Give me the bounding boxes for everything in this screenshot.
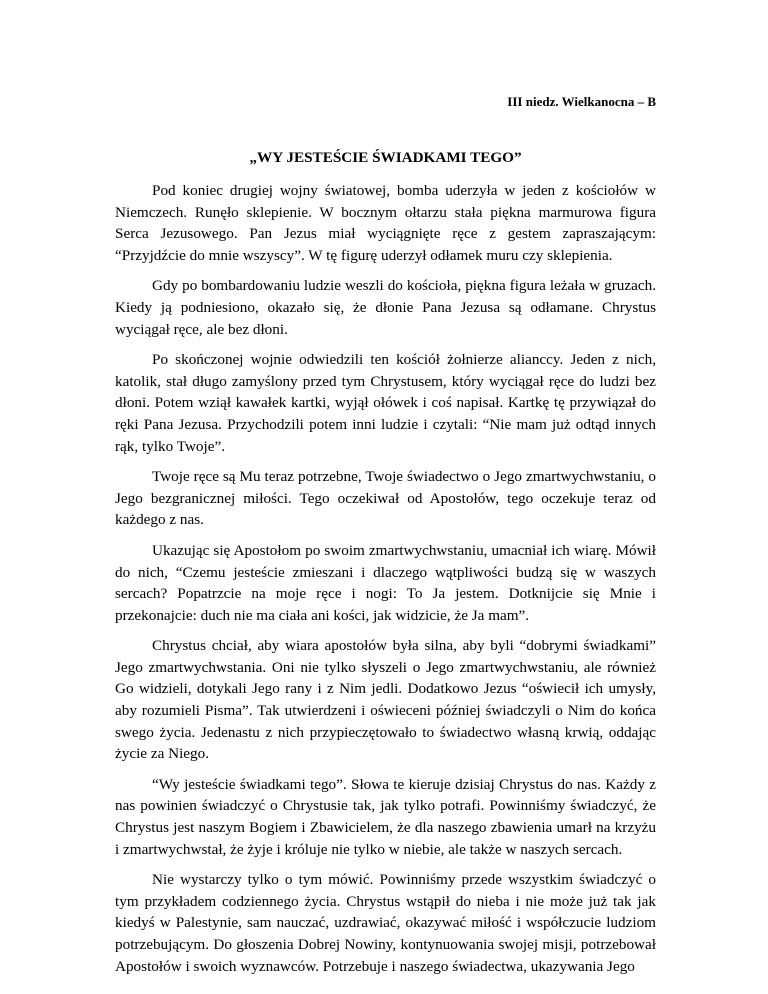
paragraph-2: Gdy po bombardowaniu ludzie weszli do kościoła, piękna figura leżała w gruzach. Kiedy ją podniesiono, okazało się, że dłonie Pana Jezusa są odłamane. Chrystus wyciągał ręce, ale bez dłoni. <box>115 277 656 338</box>
sermon-body <box>115 180 656 986</box>
paragraph-7: “Wy jesteście świadkami tego”. Słowa te kieruje dzisiaj Chrystus do nas. Każdy z nas powinien świadczyć o Chrystusie tak, jak tylko potrafi. Powinniśmy świadczyć, że Chrystus jest naszym Bogiem i Zbawicielem, że dla naszego zbawienia umarł na krzyżu i zmartwychwstał, że żyje i króluje nie tylko w niebie, ale także w naszych sercach. <box>115 775 656 858</box>
liturgical-occasion-header: III niedz. Wielkanocna – B <box>507 94 656 109</box>
sermon-title: „WY JESTEŚCIE ŚWIADKAMI TEGO” <box>249 149 522 166</box>
paragraph-8: Nie wystarczy tylko o tym mówić. Powinniśmy przede wszystkim świadczyć o tym przykładem codziennego życia. Chrystus wstąpił do nieba i nie może już tak jak kiedyś w Palestynie, sam nauczać, uzdrawiać, okazywać miłość i współczucie ludziom potrzebującym. Do głoszenia Dobrej Nowiny, kontynuowania swojej misji, potrzebował Apostołów i swoich wyznawców. Potrzebuje i naszego świadectwa, ukazywania Jego <box>115 871 656 975</box>
paragraph-1: Pod koniec drugiej wojny światowej, bomba uderzyła w jeden z kościołów w Niemczech. Runęło sklepienie. W bocznym ołtarzu stała piękna marmurowa figura Serca Jezusowego. Pan Jezus miał wyciągnięte ręce z gestem zapraszającym: “Przyjdźcie do mnie wszyscy”. W tę figurę uderzył odłamek muru czy sklepienia. <box>115 182 656 264</box>
paragraph-6: Chrystus chciał, aby wiara apostołów była silna, aby byli “dobrymi świadkami” Jego zmartwychwstania. Oni nie tylko słyszeli o Jego zmartwychwstaniu, ale również Go widzieli, dotykali Jego rany i z Nim jedli. Dodatkowo Jezus “oświecił ich umysły, aby rozumieli Pisma”. Tak utwierdzeni i oświeceni później świadczyli o Nim do końca swego życia. Jedenastu z nich przypieczętowało to świadectwo własną krwią, oddając życie za Niego. <box>115 637 656 763</box>
paragraph-3: Po skończonej wojnie odwiedzili ten kościół żołnierze alianccy. Jeden z nich, katolik, stał długo zamyślony przed tym Chrystusem, który wyciągał ręce do ludzi bez dłoni. Potem wziął kawałek kartki, wyjął ołówek i coś napisał. Kartkę tę przywiązał do ręki Pana Jezusa. Przychodzili potem inni ludzie i czytali: “Nie mam już odtąd innych rąk, tylko Twoje”. <box>115 351 656 455</box>
paragraph-4: Twoje ręce są Mu teraz potrzebne, Twoje świadectwo o Jego zmartwychwstaniu, o Jego bezgranicznej miłości. Tego oczekiwał od Apostołów, tego oczekuje teraz od każdego z nas. <box>115 468 656 529</box>
paragraph-5: Ukazując się Apostołom po swoim zmartwychwstaniu, umacniał ich wiarę. Mówił do nich, “Czemu jesteście zmieszani i dlaczego wątpliwości budzą się w waszych sercach? Popatrzcie na moje ręce i nogi: To Ja jestem. Dotknijcie się Mnie i przekonajcie: duch nie ma ciała ani kości, jak widzicie, że Ja mam”. <box>115 541 656 624</box>
